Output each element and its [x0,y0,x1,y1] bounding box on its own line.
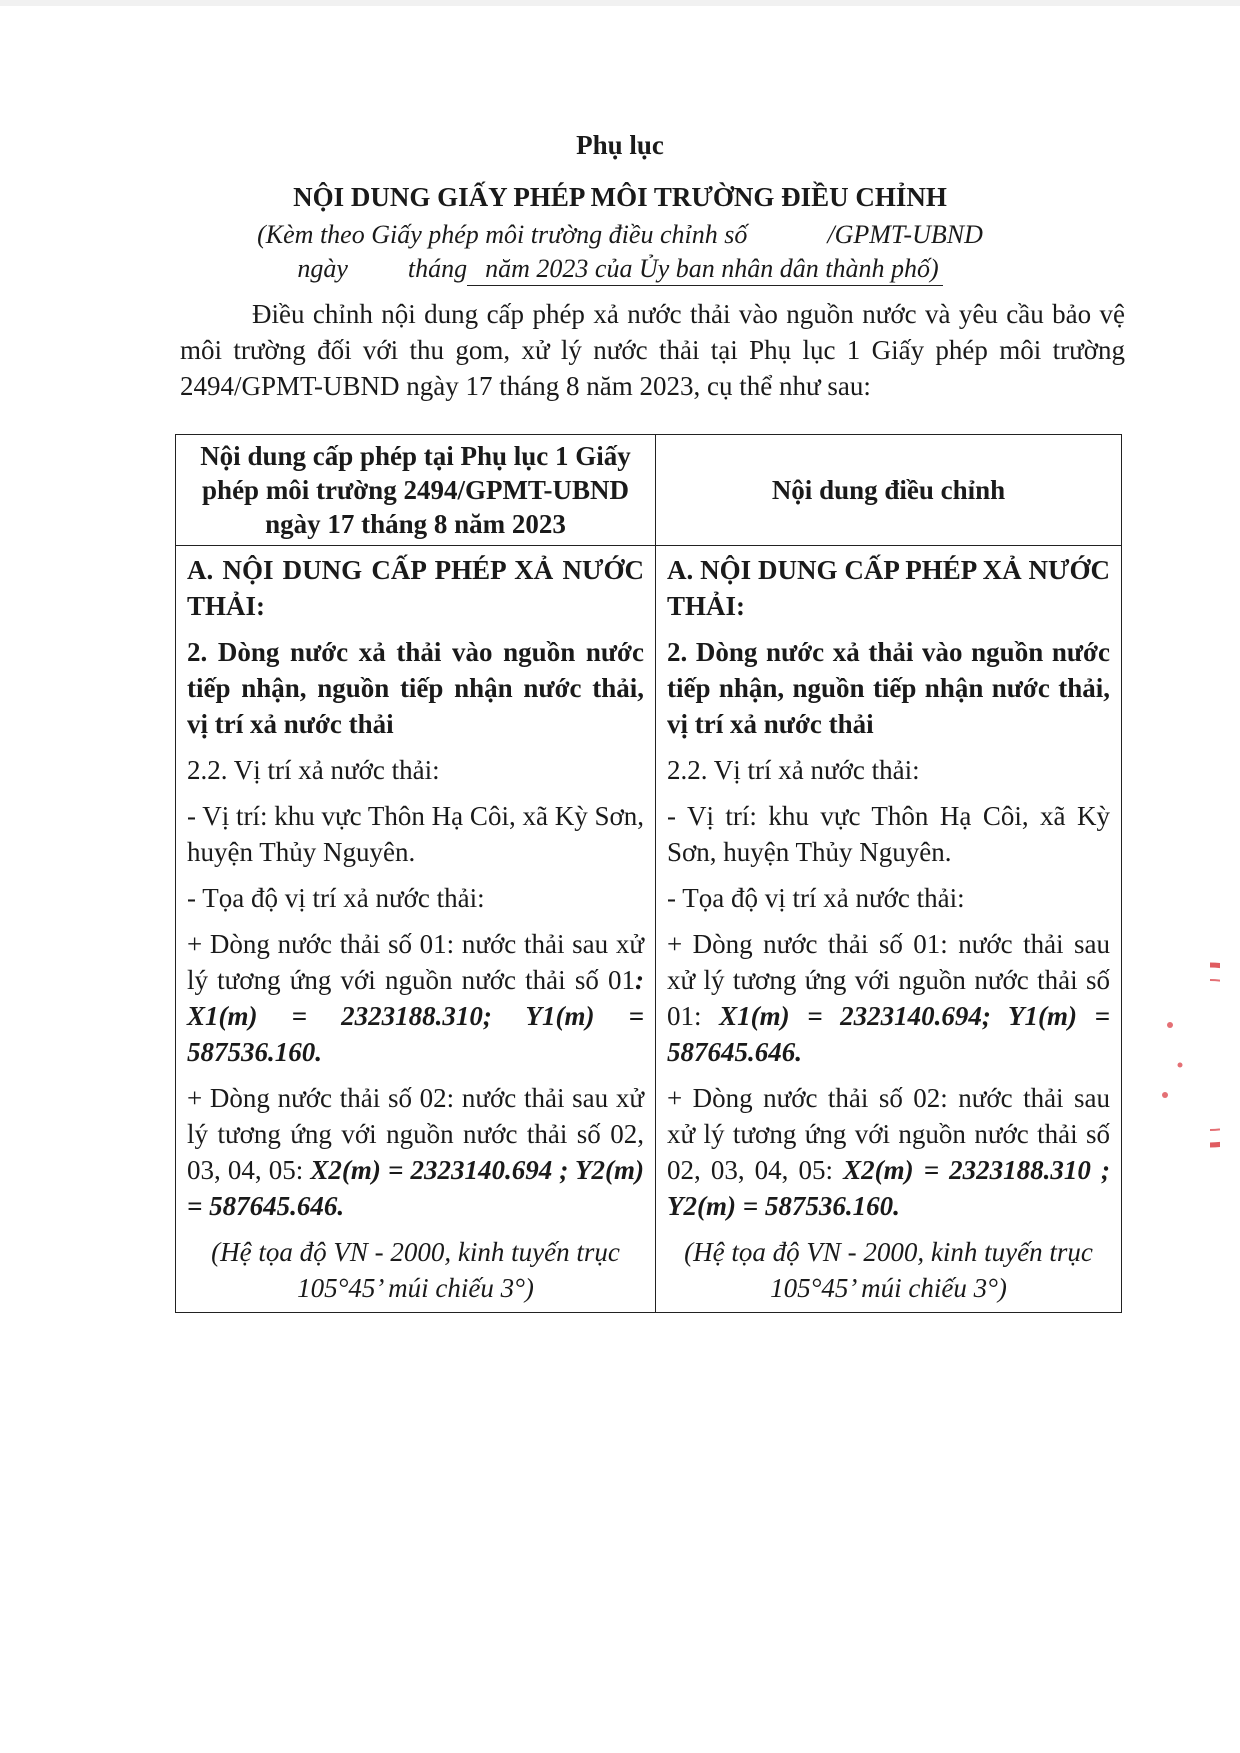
coordinate-system-note: (Hệ tọa độ VN - 2000, kinh tuyến trục 105°45’ múi chiếu 3°) [684,1237,1093,1303]
flow-2-coords: X2(m) = 2323188.310 ; Y2(m) = 587536.160. [667,1155,1110,1221]
subtitle-year: năm 2023 của Ủy ban nhân dân thành phố) [467,254,943,286]
item-2: 2. Dòng nước xả thải vào nguồn nước tiếp nhận, nguồn tiếp nhận nước thải, vị trí xả nước thải [187,637,644,739]
flow-2 [667,1080,1110,1224]
flow-2-text: + Dòng nước thải số 02: nước thải sau xử lý tương ứng với nguồn nước thải số 02, 03, 04, 05: [187,1083,644,1185]
item-2-2: 2.2. Vị trí xả nước thải: [187,755,440,785]
subtitle-part-2: /GPMT-UBND [827,220,983,249]
comparison-table [175,434,1122,1313]
flow-2 [187,1080,644,1224]
intro-paragraph [180,296,1125,404]
section-a: A. NỘI DUNG CẤP PHÉP XẢ NƯỚC THẢI: [667,555,1110,621]
flow-1-coords: X1(m) = 2323140.694; Y1(m) = 587645.646. [667,1001,1110,1067]
subtitle-month: tháng [407,254,468,283]
flow-1 [187,926,644,1070]
scan-edge [0,0,1240,6]
document-title: NỘI DUNG GIẤY PHÉP MÔI TRƯỜNG ĐIỀU CHỈNH [293,182,947,212]
coords-label: - Tọa độ vị trí xả nước thải: [667,883,965,913]
appendix-label: Phụ lục [576,130,664,160]
table-header-row [176,435,1122,546]
red-seal-stamp [1110,955,1220,1155]
subtitle-line-1 [0,220,1240,250]
location: - Vị trí: khu vực Thôn Hạ Côi, xã Kỳ Sơn, huyện Thủy Nguyên. [187,801,644,867]
header-adjusted: Nội dung điều chỉnh [656,435,1122,546]
subtitle-day: ngày [297,254,348,283]
subtitle-line-2 [0,254,1240,284]
column-original [176,546,656,1313]
coords-label: - Tọa độ vị trí xả nước thải: [187,883,485,913]
item-2-2: 2.2. Vị trí xả nước thải: [667,755,920,785]
flow-2-coords: X2(m) = 2323140.694 ; Y2(m) = 587645.646. [187,1155,644,1221]
section-a: A. NỘI DUNG CẤP PHÉP XẢ NƯỚC THẢI: [187,555,644,621]
table-body-row [176,546,1122,1313]
column-adjusted [656,546,1122,1313]
location: - Vị trí: khu vực Thôn Hạ Côi, xã Kỳ Sơn, huyện Thủy Nguyên. [667,801,1110,867]
subtitle-part-1: (Kèm theo Giấy phép môi trường điều chỉnh số [257,220,748,249]
flow-1-coords: : X1(m) = 2323188.310; Y1(m) = 587536.160. [187,965,644,1067]
flow-1 [667,926,1110,1070]
flow-1-text: + Dòng nước thải số 01: nước thải sau xử lý tương ứng với nguồn nước thải số 01 [187,929,644,995]
intro-text: Điều chỉnh nội dung cấp phép xả nước thải vào nguồn nước và yêu cầu bảo vệ môi trường đối với thu gom, xử lý nước thải tại Phụ lục 1 Giấy phép môi trường 2494/GPMT-UBND ngày 17 tháng 8 năm 2023, cụ thể như sau: [180,299,1125,401]
flow-2-text: + Dòng nước thải số 02: nước thải sau xử lý tương ứng với nguồn nước thải số 02, 03, 04, 05: [667,1083,1110,1185]
coordinate-system-note: (Hệ tọa độ VN - 2000, kinh tuyến trục 105°45’ múi chiếu 3°) [211,1237,620,1303]
flow-1-text: + Dòng nước thải số 01: nước thải sau xử lý tương ứng với nguồn nước thải số 01: [667,929,1110,1031]
header-original: Nội dung cấp phép tại Phụ lục 1 Giấy phép môi trường 2494/GPMT-UBND ngày 17 tháng 8 năm 2023 [176,435,656,546]
item-2: 2. Dòng nước xả thải vào nguồn nước tiếp nhận, nguồn tiếp nhận nước thải, vị trí xả nước thải [667,637,1110,739]
